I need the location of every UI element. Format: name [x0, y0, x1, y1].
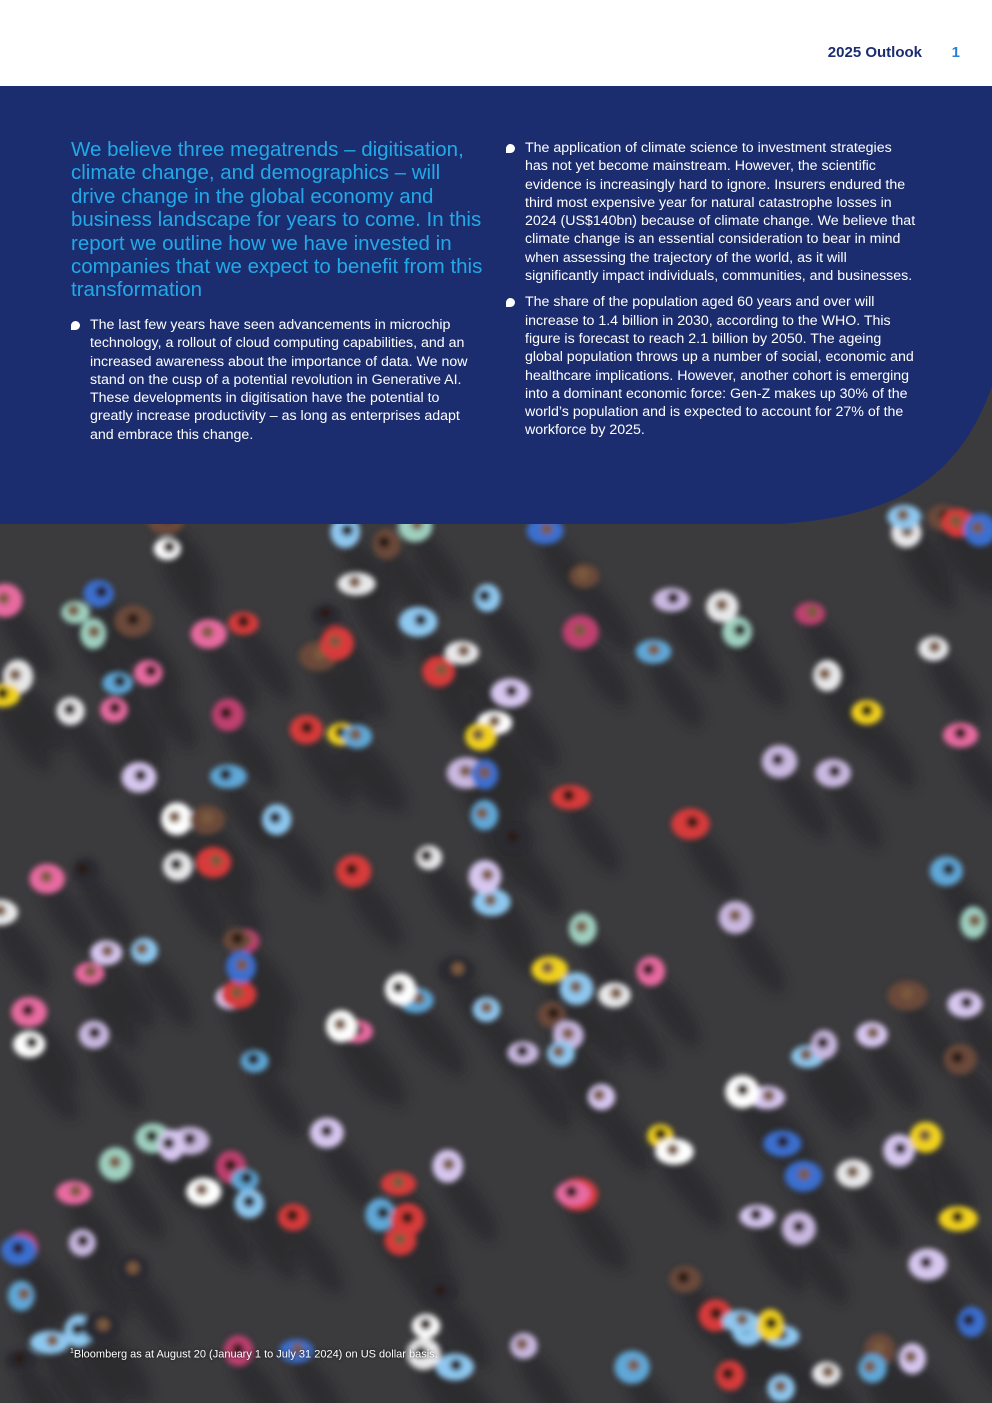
bullet-text: The application of climate science to investment strategies has not yet become mainstream. However, the scientific evidence is increasingly hard to ignore. Insurers endured the third most expensive year for natural catastrophe losses in 2024 (US$140bn) because of climate change. We believe that climate change is an essential consideration to bear in mind when assessing the trajectory of the world, as it will significantly impact individuals, communities, and businesses.: [525, 140, 916, 285]
lead-statement: We believe three megatrends – digitisation, climate change, and demographics – will drive change in the global economy and business landscape for years to come. In this report we outline how we have invested in companies that we expect to benefit from this transformation: [71, 138, 483, 302]
right-column: [506, 139, 918, 448]
page-header: [0, 0, 992, 86]
left-column: [71, 316, 481, 452]
bullet-digitisation: [71, 316, 481, 444]
footnote: [70, 1345, 670, 1362]
page-number: 1: [951, 44, 960, 61]
report-title: 2025 Outlook: [827, 44, 922, 61]
bullet-icon: [506, 298, 515, 307]
bullet-climate-change: [506, 139, 918, 285]
bullet-text: The share of the population aged 60 years and over will increase to 1.4 billion in 2030, according to the WHO. This figure is forecast to reach 2.1 billion by 2050. The ageing global population throws up a number of social, economic and healthcare implications. However, another cohort is emerging into a dominant economic force: Gen-Z makes up 30% of the world’s population and is expected to account for 27% of the workforce by 2025.: [525, 294, 914, 439]
footnote-text: Bloomberg as at August 20 (January 1 to July 31 2024) on US dollar basis.: [73, 1348, 438, 1361]
bullet-icon: [506, 144, 515, 153]
bullet-text: The last few years have seen advancements in microchip technology, a rollout of cloud computing capabilities, and an increased awareness about the importance of data. We now stand on the cusp of a potential revolution in Generative AI. These developments in digitisation have the potential to greatly increase productivity – as long as enterprises adapt and embrace this change.: [90, 317, 468, 443]
bullet-icon: [71, 321, 80, 330]
bullet-demographics: [506, 293, 918, 439]
footnote-marker: 1: [70, 1348, 74, 1355]
